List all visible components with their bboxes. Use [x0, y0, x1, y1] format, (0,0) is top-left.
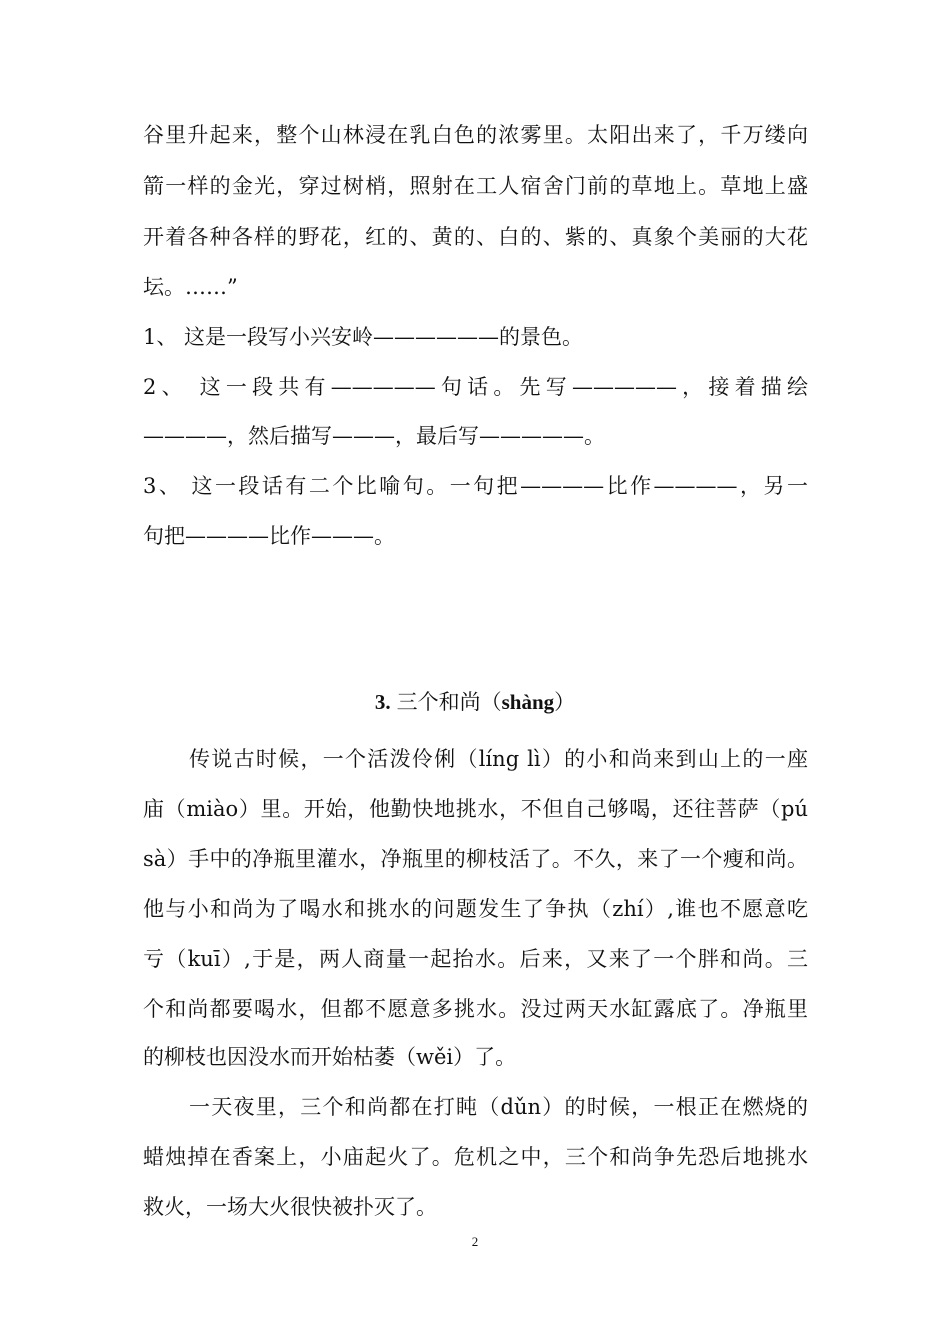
- passage-line: 开着各种各样的野花，红的、黄的、白的、紫的、真象个美丽的大花: [143, 225, 808, 249]
- paragraph-2-line: 蜡烛掉在香案上，小庙起火了。危机之中，三个和尚争先恐后地挑水: [143, 1145, 808, 1169]
- question-3-line-1: 3、 这一段话有二个比喻句。一句把————比作————，另一: [143, 474, 808, 498]
- question-3-line-2: 句把————比作———。: [143, 524, 395, 548]
- paragraph-2-line: 救火，一场大火很快被扑灭了。: [143, 1195, 437, 1219]
- question-2-line-2: ————，然后描写———，最后写—————。: [143, 424, 605, 448]
- lesson-number: 3.: [374, 690, 391, 714]
- paragraph-1-line: sà）手中的净瓶里灌水，净瓶里的柳枝活了。不久，来了一个瘦和尚。: [143, 847, 808, 871]
- passage-line: 箭一样的金光，穿过树梢，照射在工人宿舍门前的草地上。草地上盛: [143, 174, 808, 198]
- passage-line: 谷里升起来，整个山林浸在乳白色的浓雾里。太阳出来了，千万缕向: [143, 123, 808, 147]
- question-2-line-1: 2、 这一段共有—————句话。先写—————，接着描绘: [143, 375, 808, 399]
- lesson-title-pinyin: shàng: [501, 690, 555, 714]
- paragraph-1-line: 亏（kuī）,于是，两人商量一起抬水。后来，又来了一个胖和尚。三: [143, 947, 808, 971]
- question-1: 1、 这是一段写小兴安岭——————的景色。: [143, 325, 584, 349]
- passage-line: 坛。……”: [143, 275, 238, 299]
- paragraph-2-line: 一天夜里，三个和尚都在打盹（dǔn）的时候，一根正在燃烧的: [189, 1095, 808, 1119]
- paragraph-1-line: 个和尚都要喝水，但都不愿意多挑水。没过两天水缸露底了。净瓶里: [143, 997, 808, 1021]
- page-number: 2: [471, 1234, 479, 1249]
- paragraph-1-line: 传说古时候，一个活泼伶俐（líng lì）的小和尚来到山上的一座: [189, 747, 808, 771]
- paragraph-1-line: 庙（miào）里。开始，他勤快地挑水，不但自己够喝，还往菩萨（pú: [143, 797, 808, 821]
- paragraph-1-line: 的柳枝也因没水而开始枯萎（wěi）了。: [143, 1045, 517, 1069]
- lesson-title-close: ）: [554, 690, 576, 714]
- lesson-title: [0, 687, 950, 717]
- lesson-title-text: 三个和尚（: [396, 690, 502, 714]
- paragraph-1-line: 他与小和尚为了喝水和挑水的问题发生了争执（zhí）,谁也不愿意吃: [143, 897, 808, 921]
